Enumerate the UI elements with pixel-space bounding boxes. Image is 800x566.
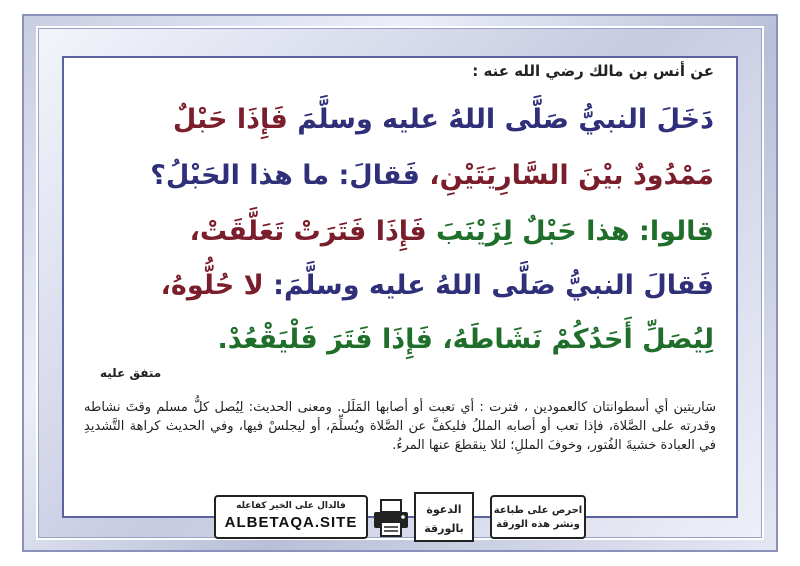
logo-text-2: بالورقة — [424, 522, 464, 535]
print-note-line-1: احرص على طباعة — [493, 505, 583, 516]
hadith-line-3-part-a: قالوا: هذا حَبْلٌ لِزَيْنَبَ — [426, 216, 714, 247]
dawa-logo — [414, 492, 474, 542]
print-note-line-2: ونشر هذه الورقة — [496, 519, 580, 530]
hadith-line-5 — [74, 320, 714, 360]
hadith-line-2-part-b: فَقالَ: ما هذا الحَبْلُ؟ — [150, 160, 420, 191]
hadith-line-2 — [74, 156, 714, 196]
hadith-line-3-part-b: فَإِذَا فَتَرَتْ تَعَلَّقَتْ، — [189, 216, 427, 247]
site-badge-tagline: فالدال على الخير كفاعله — [236, 501, 346, 511]
narrator-line: عن أنس بن مالك رضي الله عنه : — [472, 62, 714, 80]
hadith-line-1 — [74, 100, 714, 140]
hadith-line-5-part-a: لِيُصَلِّ أَحَدُكُمْ نَشَاطَهُ، فَإِذَا فَتَرَ فَلْيَقْعُدْ. — [217, 324, 714, 355]
site-url: ALBETAQA.SITE — [224, 514, 358, 531]
hadith-line-1-part-a: دَخَلَ النبيُّ صَلَّى اللهُ عليه وسلَّمَ — [287, 104, 714, 135]
hadith-line-4 — [74, 266, 714, 306]
hadith-line-3 — [74, 212, 714, 252]
explanation-paragraph: سَاريتين أي أسطوانتان كالعمودين ، فترت : أي تعبت أو أصابها المَلَل. ومعنى الحديث: لِيُصل كلُّ مسلم وقتَ نشاطه وقدرته على الصَّلاة، فإذا تعب أو أصابه المللُ فليكفَّ عن الصَّلاة ويُسلِّمَ، أو ليجلسْ فيها، وفي الحديث كراهة التَّشديدِ في العبادة خشيةَ الفُتور، وخوفَ المللِ؛ لئلا ينقطعَ عنها المرءُ. — [84, 400, 716, 453]
printer-icon — [372, 498, 410, 538]
hadith-line-1-part-b: فَإِذَا حَبْلٌ — [172, 104, 288, 135]
hadith-source: متفق عليه — [100, 366, 162, 380]
hadith-line-2-part-a: مَمْدُودٌ بيْنَ السَّارِيَتَيْنِ، — [420, 160, 714, 191]
hadith-line-4-part-b: لا حُلُّوهُ، — [160, 270, 264, 301]
logo-text-1: الدعوة — [426, 503, 462, 516]
print-note-badge — [490, 495, 586, 539]
site-badge — [214, 495, 368, 539]
hadith-line-4-part-a: فَقالَ النبيُّ صَلَّى اللهُ عليه وسلَّمَ: — [263, 270, 714, 301]
